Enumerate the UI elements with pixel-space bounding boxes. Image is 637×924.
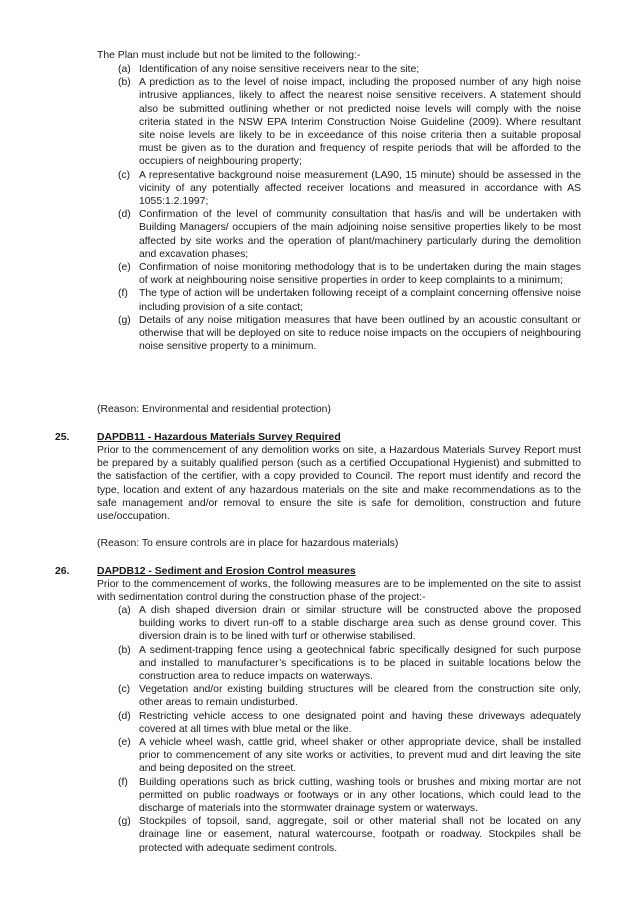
reason-noise: (Reason: Environmental and residential protection)	[97, 404, 331, 415]
list-item-text: Stockpiles of topsoil, sand, aggregate, soil or other material shall not be located on any drainage line or easement, natural watercourse, footpath or roadway. Stockpiles shall be protected with adequate sediment controls.	[139, 816, 581, 854]
condition-25-body: Prior to the commencement of any demolition works on site, a Hazardous Materials Survey Report must be prepared by a suitably qualified person (such as a certified Occupational Hygienist) and submitted to the satisfaction of the certifier, with a copy provided to Council. The report must identify and record the type, location and extent of any hazardous materials on the site and make recommendations as to the safe management and/or removal to ensure the site is safe for demolition, construction and future use/occupation.	[97, 445, 581, 523]
noise-plan-list	[118, 63, 581, 353]
list-marker: (c)	[118, 684, 131, 696]
list-item-text: Confirmation of noise monitoring methodology that is to be undertaken during the main stages of work at neighbouring noise sensitive properties in order to keep complaints to a minimum;	[139, 262, 581, 287]
list-marker: (d)	[118, 710, 131, 722]
list-marker: (g)	[118, 314, 131, 326]
condition-25-reason: (Reason: To ensure controls are in place for hazardous materials)	[97, 538, 399, 549]
list-item	[118, 208, 581, 261]
condition-25-number: 25.	[55, 432, 70, 443]
list-item-text: The type of action will be undertaken following receipt of a complaint concerning offensive noise including provision of a site contact;	[139, 288, 581, 313]
list-item-text: A sediment-trapping fence using a geotechnical fabric specifically designed for such purpose and installed to manufacturer’s specifications is to be placed in suitable locations below the construction area to reduce impacts on waterways.	[139, 644, 581, 683]
list-item	[118, 815, 581, 855]
list-marker: (c)	[118, 169, 131, 181]
list-item-text: Identification of any noise sensitive receivers near to the site;	[139, 64, 420, 75]
condition-25-title: DAPDB11 - Hazardous Materials Survey Required	[97, 432, 341, 443]
list-item-text: Restricting vehicle access to one designated point and having these driveways adequately covered at all times with blue metal or the like.	[139, 710, 581, 735]
list-item-text: A representative background noise measurement (LA90, 15 minute) should be assessed in the vicinity of any potentially affected receiver locations and measured in accordance with AS 1055:1.2.1997;	[139, 169, 581, 208]
list-marker: (g)	[118, 816, 131, 828]
list-item	[118, 76, 581, 168]
list-marker: (f)	[118, 288, 128, 300]
condition-26-title: DAPDB12 - Sediment and Erosion Control measures	[97, 566, 356, 577]
list-item-text: Details of any noise mitigation measures that have been outlined by an acoustic consultant or otherwise that will be deployed on site to reduce noise impacts on the occupiers of neighbouring noise sensitive property to a minimum.	[139, 314, 581, 353]
sediment-control-list	[118, 604, 581, 855]
list-item	[118, 736, 581, 776]
list-marker: (d)	[118, 209, 131, 221]
list-item	[118, 776, 581, 816]
list-item	[118, 169, 581, 209]
list-item	[118, 604, 581, 644]
list-marker: (f)	[118, 776, 128, 788]
list-marker: (b)	[118, 77, 131, 89]
list-item-text: Building operations such as brick cutting, washing tools or brushes and mixing mortar are not permitted on public roadways or footways or in any other locations, which could lead to the discharge of materials into the stormwater drainage system or waterways.	[139, 776, 581, 815]
condition-26-number: 26.	[55, 566, 70, 577]
list-item-text: Vegetation and/or existing building structures will be cleared from the construction site only, other areas to remain undisturbed.	[139, 684, 581, 709]
list-item	[118, 261, 581, 287]
noise-plan-intro: The Plan must include but not be limited to the following:-	[97, 50, 361, 61]
list-item-text: A vehicle wheel wash, cattle grid, wheel shaker or other appropriate device, shall be installed prior to commencement of any site works or activities, to prevent mud and dirt leaving the site and being deposited on the street.	[139, 737, 581, 775]
list-item	[118, 287, 581, 313]
list-marker: (b)	[118, 644, 131, 656]
list-item	[118, 314, 581, 354]
condition-26-body: Prior to the commencement of works, the following measures are to be implemented on the site to assist with sedimentation control during the construction phase of the project:-	[97, 579, 581, 604]
list-item	[118, 644, 581, 684]
list-item	[118, 710, 581, 736]
list-item	[118, 683, 581, 709]
list-item-text: Confirmation of the level of community consultation that has/is and will be undertaken with Building Managers/ occupiers of the main adjoining noise sensitive properties likely to be most affected by site works and the operation of plant/machinery particularly during the demolition and excavation phases;	[139, 209, 581, 260]
list-marker: (a)	[118, 64, 131, 75]
list-item	[118, 63, 581, 76]
list-marker: (e)	[118, 737, 131, 749]
list-item-text: A dish shaped diversion drain or similar structure will be constructed above the proposed building works to divert run-off to a stable discharge area such as dense ground cover. This diversion drain is to be lined with turf or otherwise stabilised.	[139, 605, 581, 643]
list-marker: (e)	[118, 262, 131, 274]
list-item-text: A prediction as to the level of noise impact, including the proposed number of any high noise intrusive appliances, likely to affect the nearest noise sensitive receivers. A statement should also be submitted outlining whether or not predicted noise levels will comply with the noise criteria stated in the NSW EPA Interim Construction Noise Guideline (2009). Where resultant site noise levels are likely to be in exceedance of this noise criteria then a suitable proposal must be given as to the duration and frequency of respite periods that will be afforded to the occupiers of neighbouring property;	[139, 77, 581, 168]
list-marker: (a)	[118, 605, 131, 616]
